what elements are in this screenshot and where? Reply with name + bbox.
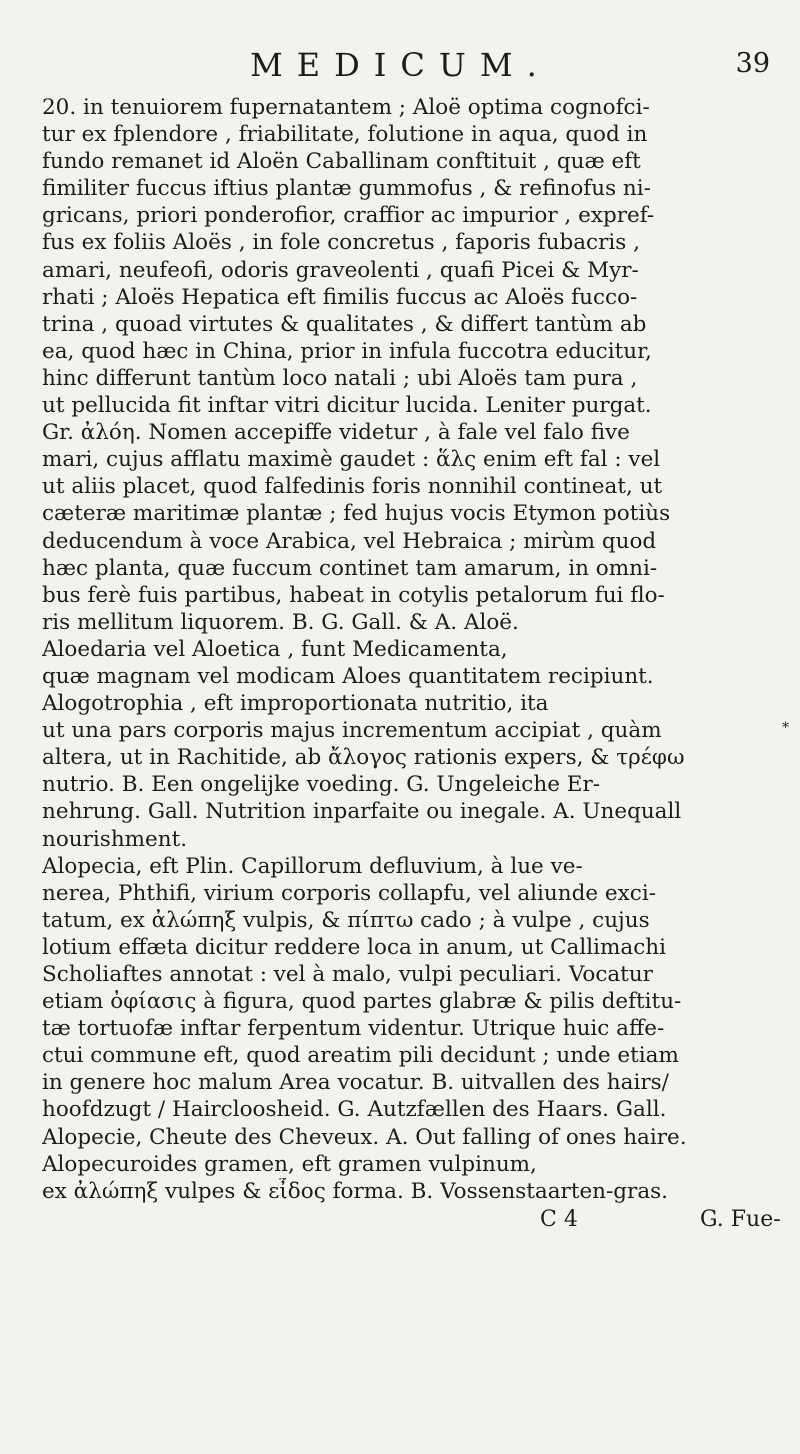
text-line: in genere hoc malum Area vocatur. B. uitvallen des hairs/ <box>42 1070 669 1096</box>
page-number: 39 <box>735 48 770 79</box>
text-line: 20. in tenuiorem fupernatantem ; Aloë optima cognofci- <box>42 95 650 120</box>
text-line: mari, cujus afflatu maximè gaudet : ἅλς enim eft fal : vel <box>42 447 661 473</box>
text-line: tæ tortuofæ inftar ferpentum videntur. Utrique huic affe- <box>42 1016 665 1042</box>
text-line: hinc differunt tantùm loco natali ; ubi Aloës tam pura , <box>42 365 638 391</box>
running-head <box>0 46 800 86</box>
text-line: cæteræ maritimæ plantæ ; fed hujus vocis Etymon potiùs <box>42 501 671 527</box>
text-line: ris mellitum liquorem. B. G. Gall. & A. Aloë. <box>42 609 519 635</box>
running-title: MEDICUM. <box>250 46 551 84</box>
text-line: rhati ; Aloës Hepatica eft fimilis fuccus ac Aloës fucco- <box>42 284 638 310</box>
text-line: bus ferè fuis partibus, habeat in cotylis petalorum fui flo- <box>42 582 665 608</box>
signature-mark: C 4 <box>540 1207 578 1232</box>
text-line: quæ magnam vel modicam Aloes quantitatem recipiunt. <box>42 663 654 689</box>
text-line: Alopecuroides gramen, eft gramen vulpinum, <box>42 1151 537 1177</box>
text-line: trina , quoad virtutes & qualitates , & differt tantùm ab <box>42 311 647 337</box>
text-line: hæc planta, quæ fuccum continet tam amarum, in omni- <box>42 555 658 581</box>
text-line: nutrio. B. Een ongelijke voeding. G. Ungeleiche Er- <box>42 772 600 798</box>
text-line: ex ἀλώπηξ vulpes & εἶδος forma. B. Vossenstaarten-gras. <box>42 1178 669 1204</box>
text-line: fus ex foliis Aloës , in fole concretus , faporis fubacris , <box>42 230 640 256</box>
margin-mark: * <box>782 720 789 736</box>
text-line: ea, quod hæc in China, prior in infula fuccotra educitur, <box>42 338 652 364</box>
text-line: ut aliis placet, quod falfedinis foris nonnihil contineat, ut <box>42 474 663 500</box>
text-line: etiam ὀφίασις à figura, quod partes glabræ & pilis deftitu- <box>42 989 682 1015</box>
text-line: lotium effæta dicitur reddere loca in anum, ut Callimachi <box>42 934 666 960</box>
text-line: Gr. ἀλόη. Nomen accepiffe videtur , à fale vel falo five <box>42 420 630 446</box>
text-line: ut una pars corporis majus incrementum accipiat , quàm <box>42 718 662 744</box>
text-line: hoofdzugt / Haircloosheid. G. Autzfællen des Haars. Gall. <box>42 1097 667 1123</box>
text-line: Alopecia, eft Plin. Capillorum defluvium, à lue ve- <box>42 853 583 879</box>
text-line: gricans, priori ponderofior, craffior ac impurior , expref- <box>42 203 655 229</box>
text-line: fundo remanet id Aloën Caballinam conftituit , quæ eft <box>42 149 641 175</box>
text-line: Aloedaria vel Aloetica , funt Medicamenta, <box>42 636 508 662</box>
text-line: ctui commune eft, quod areatim pili decidunt ; unde etiam <box>42 1043 679 1069</box>
text-line: deducendum à voce Arabica, vel Hebraica ; mirùm quod <box>42 528 657 554</box>
text-line: altera, ut in Rachitide, ab ἄλογος rationis expers, & τρέφω <box>42 745 685 771</box>
catchword: G. Fue- <box>700 1207 781 1232</box>
body-text <box>42 94 788 1205</box>
text-line: tur ex fplendore , friabilitate, folutione in aqua, quod in <box>42 122 648 148</box>
page-footer <box>0 1207 800 1237</box>
text-line: nourishment. <box>42 826 188 852</box>
text-line: Alopecie, Cheute des Cheveux. A. Out falling of ones haire. <box>42 1124 687 1150</box>
text-line: ut pellucida fit inftar vitri dicitur lucida. Leniter purgat. <box>42 393 652 419</box>
text-line: nerea, Phthifi, virium corporis collapfu, vel aliunde exci- <box>42 880 656 906</box>
text-line: fimiliter fuccus iftius plantæ gummofus , & refinofus ni- <box>42 176 651 202</box>
text-line: amari, neufeofi, odoris graveolenti , quafi Picei & Myr- <box>42 257 639 283</box>
text-line: tatum, ex ἀλώπηξ vulpis, & πίπτω cado ; à vulpe , cujus <box>42 907 650 933</box>
text-line: Scholiaftes annotat : vel à malo, vulpi peculiari. Vocatur <box>42 962 653 987</box>
text-line: nehrung. Gall. Nutrition inparfaite ou inegale. A. Unequall <box>42 799 682 825</box>
text-line: Alogotrophia , eft improportionata nutritio, ita <box>42 691 549 717</box>
